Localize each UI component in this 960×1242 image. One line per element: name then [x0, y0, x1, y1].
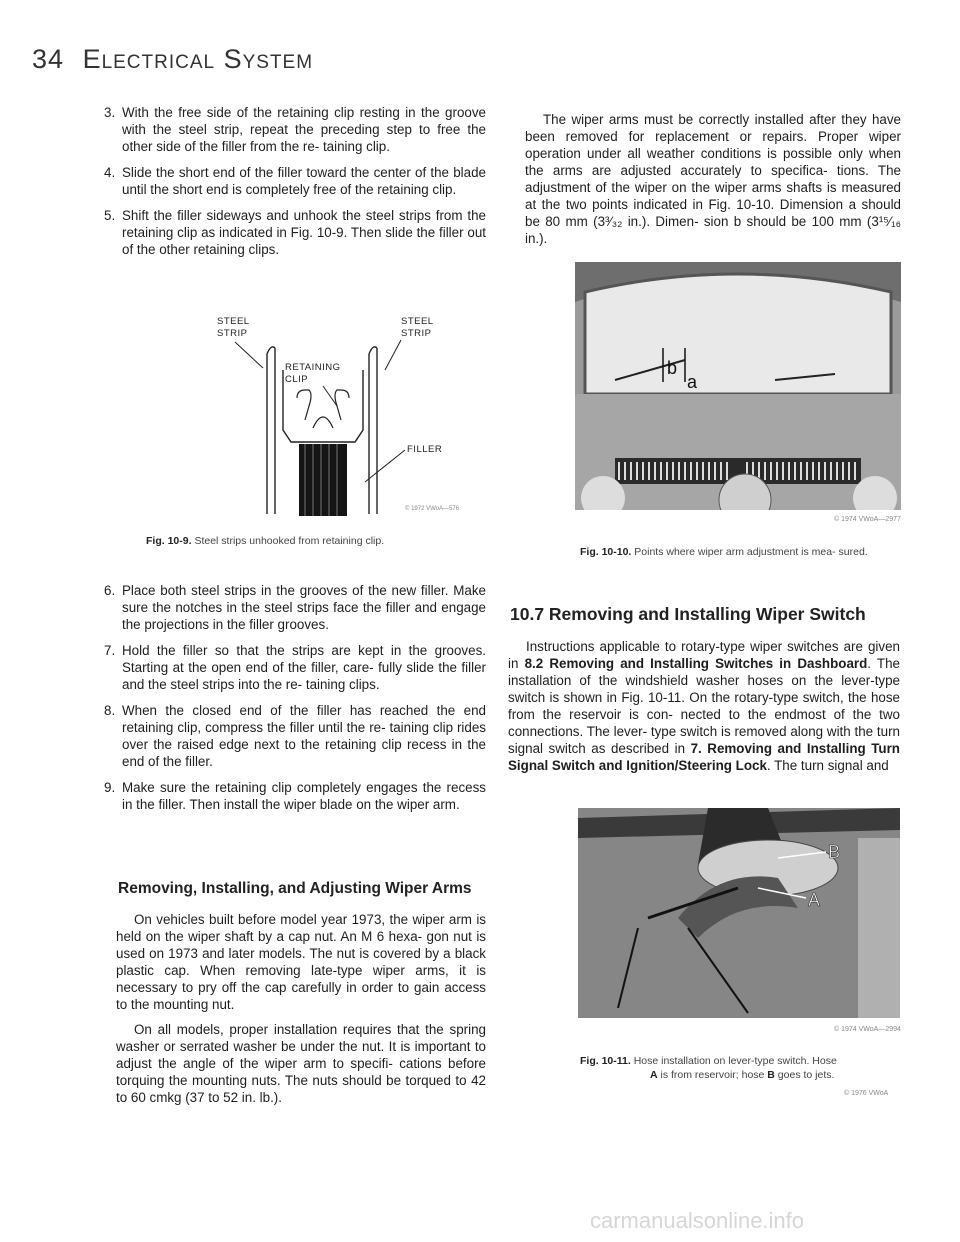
fig10-copyright: © 1974 VWoA—2977: [834, 516, 901, 523]
wiper-arms-para-1: On vehicles built before model year 1973, the wiper arm is held on the wiper shaft by a cap nut. An M 6 hexa- gon nut is used on 1973 and later models. The nut is covered by a black plastic cap. When removing late-type wiper arms, it is necessary to pry off the cap carefully in order to gain access to the mounting nut.: [116, 912, 486, 1012]
svg-text:CLIP: CLIP: [285, 374, 309, 385]
fig11-copyright: © 1974 VWoA—2994: [834, 1026, 901, 1033]
label-a: a: [687, 372, 698, 392]
page-header: [32, 44, 313, 75]
label-steel-strip-right: STEEL: [401, 316, 434, 327]
step-4: 4. Slide the short end of the filler toward the center of the blade until the short end is completely free of the retaining clip.: [104, 165, 486, 197]
svg-text:STRIP: STRIP: [401, 328, 432, 339]
step-6: 6. Place both steel strips in the grooves of the new filler. Make sure the notches in the steel strips face the filler and engage the projections in the filler grooves.: [104, 583, 486, 632]
step-3: 3. With the free side of the retaining clip resting in the groove with the steel strip, repeat the preceding step to free the other side of the filler from the re- taining clip.: [104, 105, 486, 154]
retaining-clip-diagram: [205, 310, 495, 520]
fig-10-11-caption: Fig. 10-11. Hose installation on lever-type switch. Hose A is from reservoir; hose B goes to jets.: [580, 1055, 837, 1081]
section-heading-wiper-arms: Removing, Installing, and Adjusting Wiper Arms: [118, 880, 472, 897]
svg-text:STRIP: STRIP: [217, 328, 248, 339]
label-filler: FILLER: [407, 444, 443, 455]
left-column-lower: [106, 582, 486, 822]
chapter-title: Electrical System: [82, 44, 314, 74]
figure-10-11-photo: [578, 808, 900, 1018]
step-5: 5. Shift the filler sideways and unhook the steel strips from the retaining clip as indicated in Fig. 10-9. Then slide the filler out of the other retaining clips.: [104, 208, 486, 257]
wiper-switch-para: Instructions applicable to rotary-type wiper switches are given in 8.2 Removing and Installing Switches in Dashboard. The installation of the windshield washer hoses on the lever-type switch is shown in Fig. 10-11. On the rotary-type switch, the hose from the reservoir is con- nected to the endmost of the two connections. The lever- type switch is removed along with the turn signal switch as described in 7. Removing and Installing Turn Signal Switch and Ignition/Steering Lock. The turn signal and: [508, 639, 900, 773]
figure-10-10-photo: [575, 262, 901, 510]
label-b: b: [667, 358, 678, 378]
fig-10-9-caption: Fig. 10-9. Steel strips unhooked from retaining clip.: [146, 535, 385, 547]
left-column: [106, 104, 486, 267]
label-A: A: [808, 890, 821, 910]
wiper-arms-para-2: On all models, proper installation requires that the spring washer or serrated washer be under the nut. It is important to adjust the angle of the wiper arm to specifi- cations before torquing the mounting nuts. The nuts should be torqued to 42 to 60 cmkg (37 to 52 in. lb.).: [116, 1022, 486, 1105]
figure-10-9: [205, 310, 495, 520]
label-retaining-clip: RETAINING: [285, 362, 341, 373]
step-8: 8. When the closed end of the filler has reached the end retaining clip, compress the filler until the re- taining clip rides over the raised edge next to the retaining clip recess in the end of the filler.: [104, 703, 486, 769]
page-number: 34: [32, 44, 65, 74]
label-B: B: [828, 842, 841, 862]
section-heading-wiper-switch: 10.7 Removing and Installing Wiper Switch: [510, 604, 866, 624]
right-para-1: The wiper arms must be correctly installed after they have been removed for replacement or repairs. Proper wiper operation under all weather conditions is possible only when the arms are adjusted accurately to specifica- tions. The adjustment of the wiper on the wiper arms shafts is measured at the two points indicated in Fig. 10-10. Dimension a should be 80 mm (3³⁄₃₂ in.). Dimen- sion b should be 100 mm (3¹⁵⁄₁₆ in.).: [525, 112, 901, 246]
step-7: 7. Hold the filler so that the strips are kept in the grooves. Starting at the open end of the filler, care- fully slide the filler and the steel strips into the re- taining clips.: [104, 643, 486, 692]
label-steel-strip-left: STEEL: [217, 316, 250, 327]
watermark: carmanualsonline.info: [590, 1208, 805, 1233]
fig9-copyright: © 1972 VWoA—576: [405, 506, 460, 512]
step-9: 9. Make sure the retaining clip completely engages the recess in the filler. Then install the wiper blade on the wiper arm.: [104, 780, 486, 812]
fig-10-10-caption: Fig. 10-10. Points where wiper arm adjustment is mea- sured.: [580, 546, 868, 558]
footer-copyright: © 1976 VWoA: [844, 1090, 889, 1097]
